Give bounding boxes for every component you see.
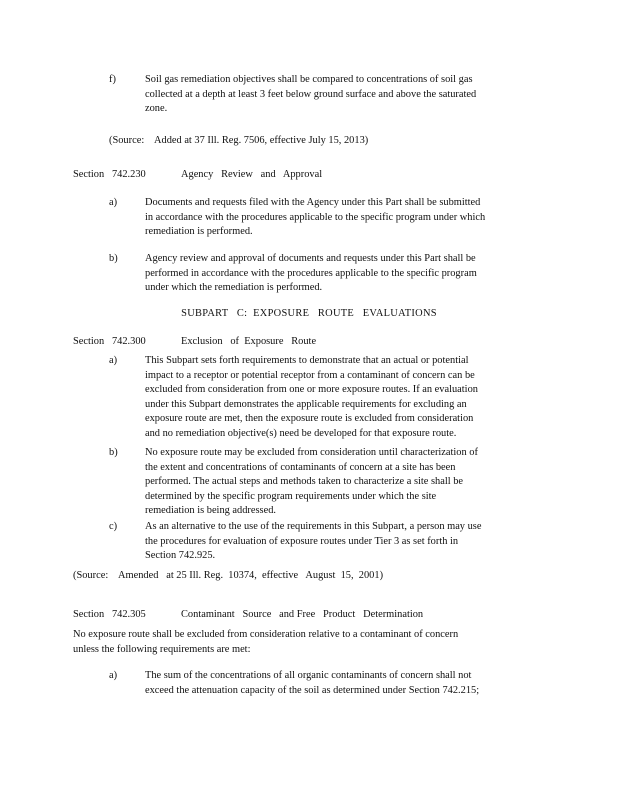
item-label: b) bbox=[109, 253, 118, 264]
text-line: impact to a receptor or potential receptor from a contaminant of concern can be bbox=[145, 369, 475, 381]
text-line: and no remediation objective(s) need be developed for that exposure route. bbox=[145, 427, 457, 439]
text-line: the procedures for evaluation of exposure routes under Tier 3 as set forth in bbox=[145, 535, 459, 547]
text-line: remediation is performed. bbox=[145, 226, 253, 238]
section-number: Section 742.300 bbox=[73, 336, 146, 347]
text-line: This Subpart sets forth requirements to demonstrate that an actual or potential bbox=[145, 355, 469, 366]
source-note: (Source: Amended at 25 Ill. Reg. 10374, effective August 15, 2001) bbox=[73, 570, 384, 581]
section-title: Agency Review and Approval bbox=[181, 169, 323, 180]
item-b-text bbox=[145, 252, 528, 296]
item-label: a) bbox=[109, 355, 118, 366]
item-c-text bbox=[145, 520, 533, 564]
section-number: Section 742.230 bbox=[73, 169, 146, 180]
text-line: exceed the attenuation capacity of the soil as determined under Section 742.215; bbox=[145, 684, 480, 696]
item-label: a) bbox=[109, 670, 118, 681]
item-a-text bbox=[145, 669, 531, 698]
text-line: Section 742.925. bbox=[145, 550, 216, 562]
text-line: unless the following requirements are met: bbox=[73, 643, 251, 655]
text-line: collected at a depth at least 3 feet below ground surface and above the saturated bbox=[145, 88, 477, 100]
text-line: performed in accordance with the procedures applicable to the specific program bbox=[145, 267, 477, 279]
text-line: remediation is being addressed. bbox=[145, 505, 276, 517]
text-line: No exposure route shall be excluded from consideration relative to a contaminant of concern bbox=[73, 629, 459, 640]
text-line: exposure route are met, then the exposure route is excluded from consideration bbox=[145, 413, 474, 425]
text-line: excluded from consideration from one or more exposure routes. If an evaluation bbox=[145, 384, 478, 396]
item-label: a) bbox=[109, 197, 118, 208]
item-a-text bbox=[145, 196, 528, 240]
text-line: As an alternative to the use of the requirements in this Subpart, a person may use bbox=[145, 521, 482, 532]
text-line: The sum of the concentrations of all organic contaminants of concern shall not bbox=[145, 670, 472, 681]
text-line: the extent and concentrations of contaminants of concern at a site has been bbox=[145, 461, 456, 473]
section-title: Contaminant Source and Free Product Determination bbox=[181, 609, 424, 620]
text-line: in accordance with the procedures applicable to the specific program under which bbox=[145, 211, 486, 223]
text-line: Agency review and approval of documents and requests under this Part shall be bbox=[145, 253, 476, 264]
text-line: Documents and requests filed with the Agency under this Part shall be submitted bbox=[145, 197, 481, 208]
text-line: Soil gas remediation objectives shall be compared to concentrations of soil gas bbox=[145, 74, 473, 85]
text-line: zone. bbox=[145, 103, 168, 115]
text-line: under which the remediation is performed. bbox=[145, 282, 323, 294]
source-note: (Source: Added at 37 Ill. Reg. 7506, effective July 15, 2013) bbox=[109, 135, 369, 146]
section-title: Exclusion of Exposure Route bbox=[181, 336, 317, 347]
subpart-heading: SUBPART C: EXPOSURE ROUTE EVALUATIONS bbox=[181, 308, 437, 319]
item-f-text bbox=[145, 73, 522, 117]
section-intro bbox=[73, 628, 511, 657]
item-b-text bbox=[145, 446, 528, 519]
text-line: No exposure route may be excluded from consideration until characterization of bbox=[145, 447, 478, 458]
item-a-text bbox=[145, 354, 528, 442]
section-number: Section 742.305 bbox=[73, 609, 146, 620]
text-line: performed. The actual steps and methods taken to characterize a site shall be bbox=[145, 476, 464, 488]
item-label: b) bbox=[109, 447, 118, 458]
item-label: f) bbox=[109, 74, 116, 85]
text-line: determined by the specific program requirements under which the site bbox=[145, 490, 437, 502]
item-label: c) bbox=[109, 521, 118, 532]
text-line: under this Subpart demonstrates the applicable requirements for excluding an bbox=[145, 398, 467, 410]
